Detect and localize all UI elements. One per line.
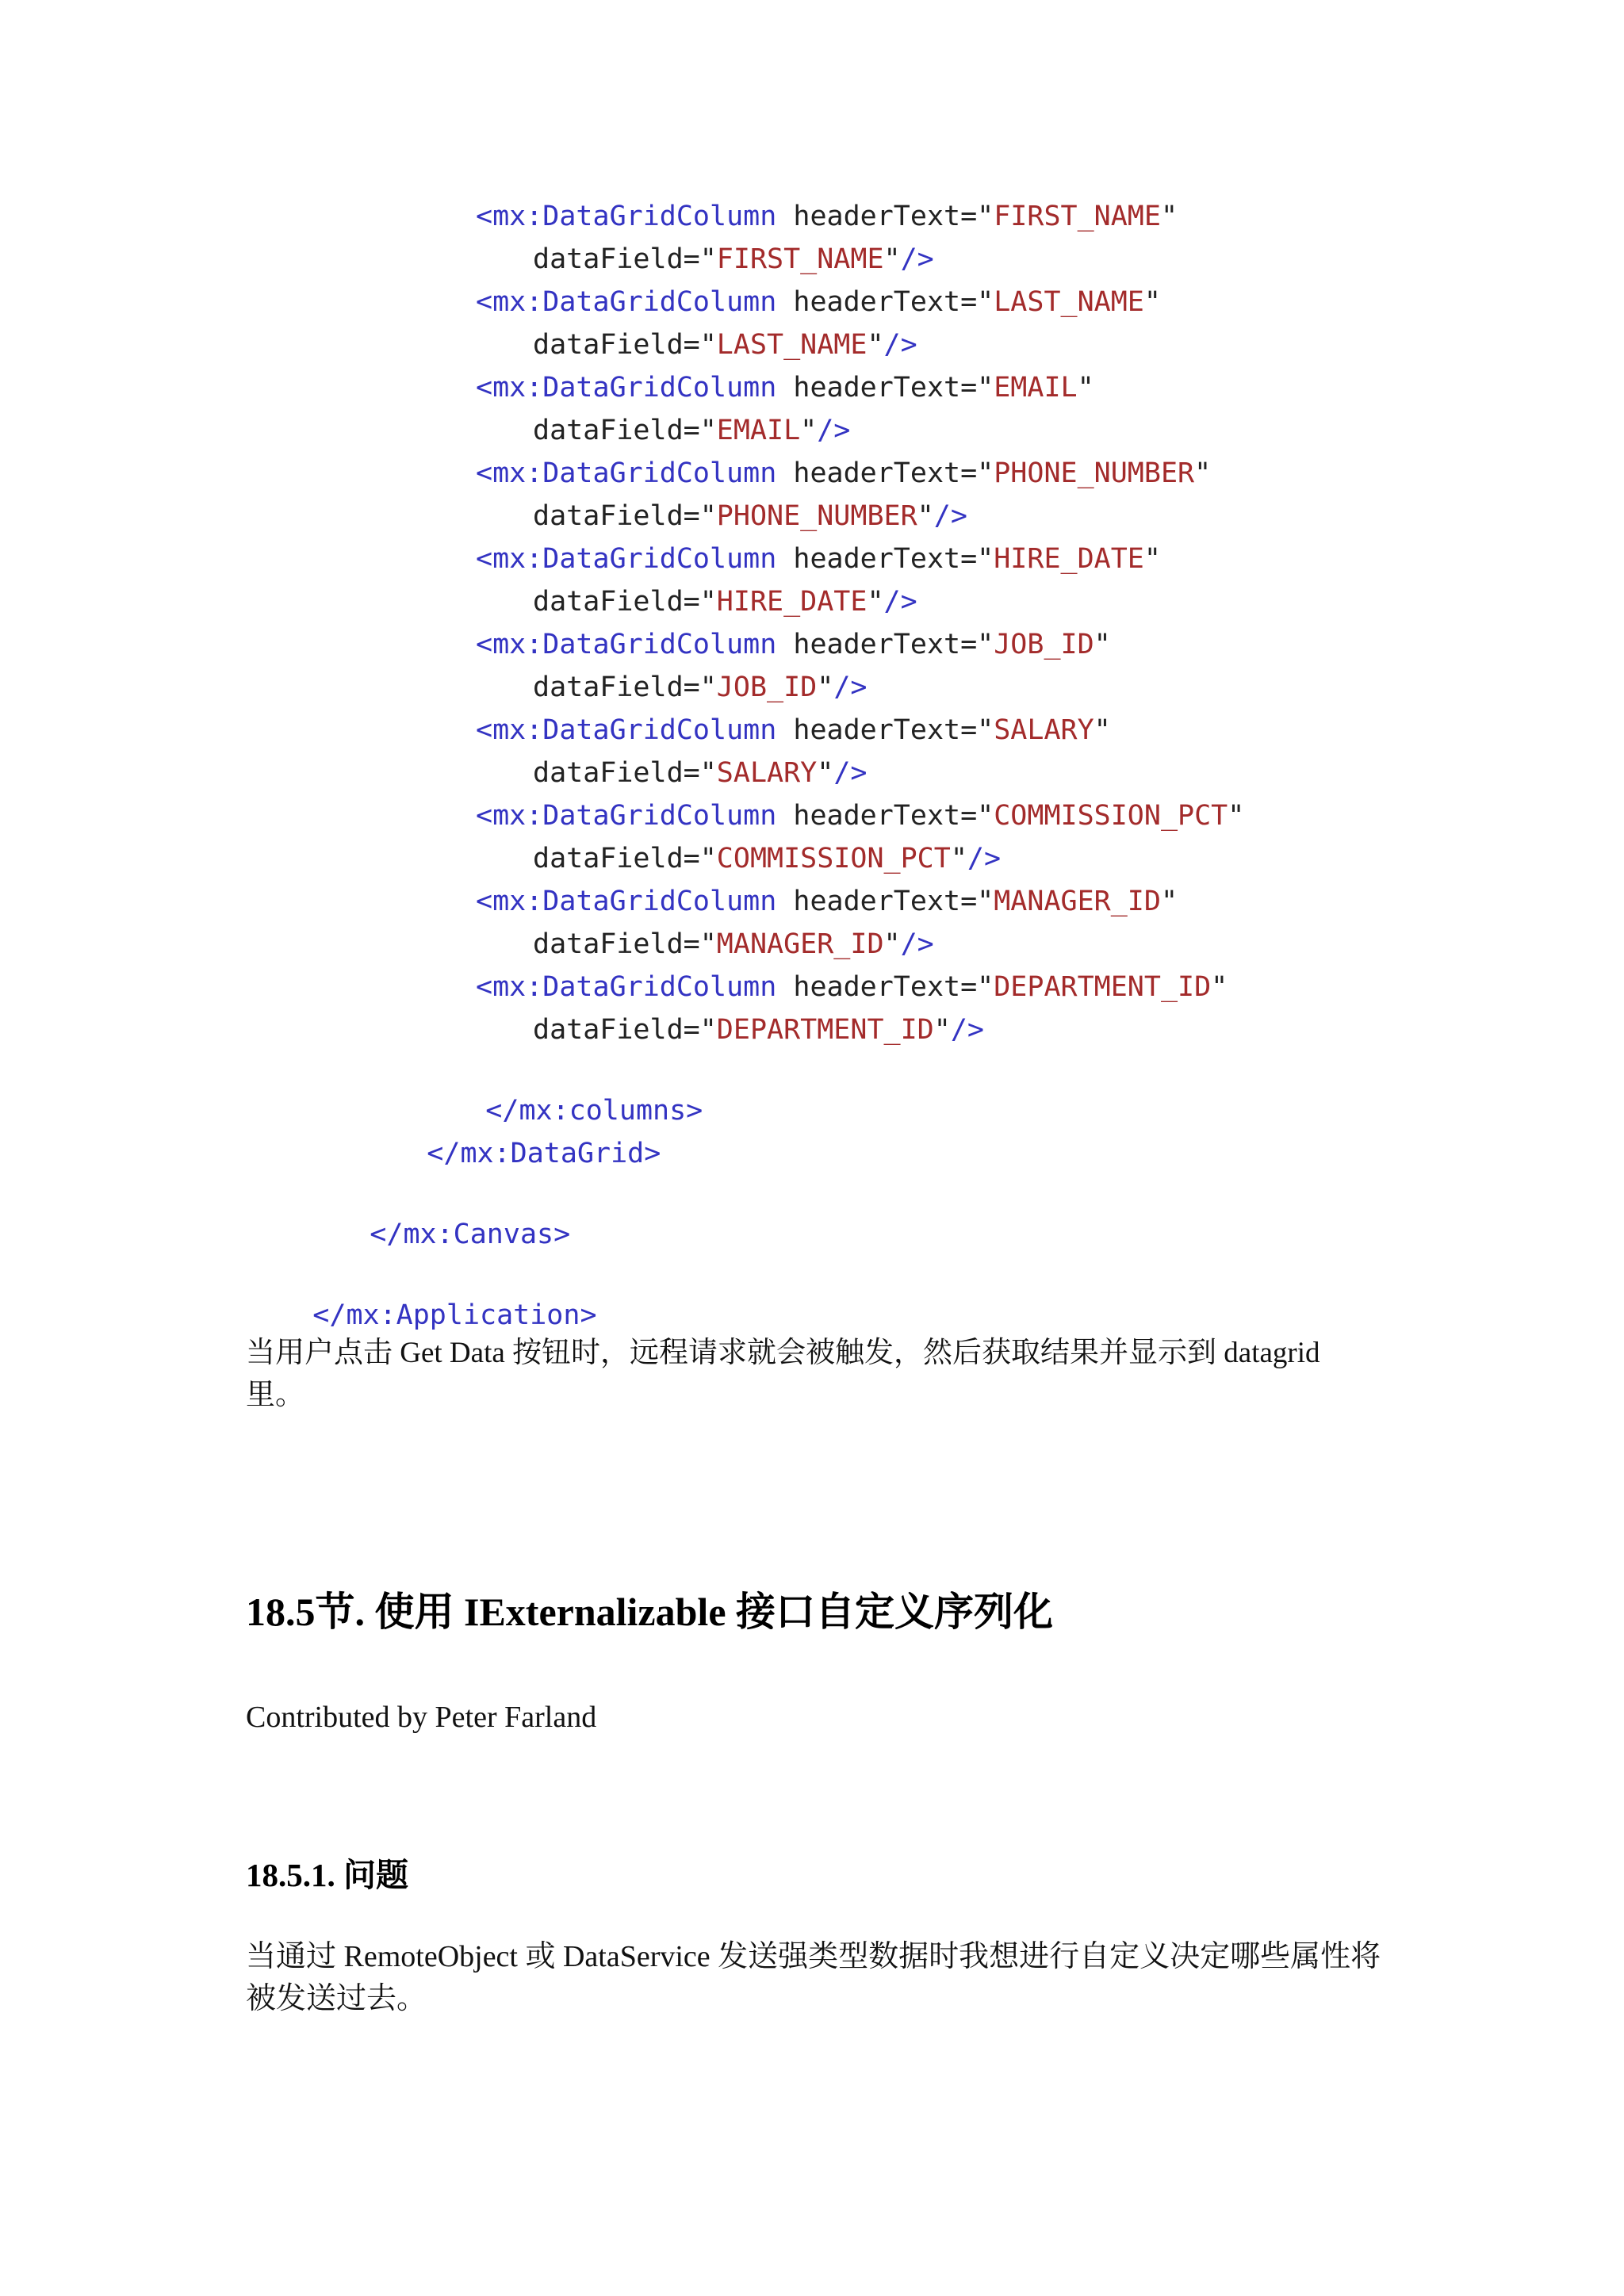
field-value: FIRST_NAME — [716, 243, 884, 275]
self-close-tag: /> — [950, 1014, 984, 1046]
quote: " — [883, 243, 901, 275]
section-title: 18.5节. 使用 IExternalizable 接口自定义序列化 — [246, 1590, 1054, 1634]
close-canvas-tag: </mx:Canvas> — [370, 1219, 571, 1250]
quote: " — [1143, 286, 1161, 318]
self-close-tag: /> — [883, 329, 917, 361]
close-datagrid-line — [360, 1089, 661, 1169]
self-close-tag: /> — [967, 843, 1002, 874]
paragraph-result: 当用户点击 Get Data 按钮时，远程请求就会被触发，然后获取结果并显示到 datagrid 里。 — [246, 1337, 1320, 1411]
column-field-line — [533, 666, 867, 709]
column-tag: <mx:DataGridColumn — [476, 372, 777, 404]
field-attr: dataField=" — [533, 672, 717, 703]
column-def-line — [476, 452, 1211, 495]
header-attr: headerText=" — [776, 629, 994, 660]
header-attr: headerText=" — [776, 286, 994, 318]
header-attr: headerText=" — [776, 372, 994, 404]
quote: " — [1094, 629, 1111, 660]
header-attr: headerText=" — [776, 714, 994, 746]
close-datagrid-tag: </mx:DataGrid> — [427, 1138, 661, 1169]
header-attr: headerText=" — [776, 543, 994, 575]
column-def-line — [476, 281, 1161, 323]
header-value: FIRST_NAME — [994, 201, 1161, 232]
quote: " — [883, 928, 901, 960]
field-attr: dataField=" — [533, 243, 717, 275]
quote: " — [867, 586, 884, 618]
quote: " — [817, 757, 834, 789]
header-attr: headerText=" — [776, 886, 994, 917]
field-value: JOB_ID — [716, 672, 818, 703]
contributed-by: Contributed by Peter Farland — [246, 1701, 597, 1734]
column-def-line — [476, 538, 1161, 580]
self-close-tag: /> — [933, 500, 967, 532]
field-value: HIRE_DATE — [716, 586, 868, 618]
field-attr: dataField=" — [533, 329, 717, 361]
self-close-tag: /> — [900, 928, 934, 960]
close-application-line — [246, 1251, 597, 1331]
header-attr: headerText=" — [776, 971, 994, 1003]
quote: " — [1194, 457, 1212, 489]
quote: " — [917, 500, 934, 532]
quote: " — [1228, 800, 1245, 832]
column-def-line — [476, 195, 1178, 238]
header-value: COMMISSION_PCT — [994, 800, 1228, 832]
quote: " — [800, 415, 818, 446]
header-value: MANAGER_ID — [994, 886, 1161, 917]
header-value: LAST_NAME — [994, 286, 1144, 318]
column-def-line — [476, 709, 1111, 752]
field-value: SALARY — [716, 757, 818, 789]
column-field-line — [533, 752, 867, 794]
column-field-line — [533, 323, 917, 366]
quote: " — [1211, 971, 1228, 1003]
column-def-line — [476, 966, 1228, 1008]
column-field-line — [533, 495, 967, 538]
subsection-title: 18.5.1. 问题 — [246, 1857, 408, 1893]
column-tag: <mx:DataGridColumn — [476, 800, 777, 832]
quote: " — [950, 843, 967, 874]
header-attr: headerText=" — [776, 800, 994, 832]
header-attr: headerText=" — [776, 457, 994, 489]
column-field-line — [533, 238, 934, 281]
column-field-line — [533, 580, 917, 623]
field-value: DEPARTMENT_ID — [716, 1014, 934, 1046]
field-value: MANAGER_ID — [716, 928, 884, 960]
header-value: EMAIL — [994, 372, 1078, 404]
self-close-tag: /> — [833, 757, 868, 789]
close-application-tag: </mx:Application> — [312, 1299, 597, 1331]
column-def-line — [476, 366, 1094, 409]
header-value: SALARY — [994, 714, 1094, 746]
column-field-line — [533, 837, 1001, 880]
column-def-line — [476, 794, 1244, 837]
column-field-line — [533, 409, 850, 452]
close-columns-tag: </mx:columns> — [485, 1095, 703, 1127]
paragraph-problem: 当通过 RemoteObject 或 DataService 发送强类型数据时我想进行自定义决定哪些属性将被发送过去。 — [246, 1940, 1381, 2015]
column-tag: <mx:DataGridColumn — [476, 971, 777, 1003]
quote: " — [1077, 372, 1094, 404]
column-tag: <mx:DataGridColumn — [476, 201, 777, 232]
header-value: JOB_ID — [994, 629, 1094, 660]
quote: " — [1094, 714, 1111, 746]
header-attr: headerText=" — [776, 201, 994, 232]
column-def-line — [476, 880, 1178, 923]
quote: " — [933, 1014, 951, 1046]
field-attr: dataField=" — [533, 1014, 717, 1046]
column-tag: <mx:DataGridColumn — [476, 886, 777, 917]
quote: " — [1143, 543, 1161, 575]
field-attr: dataField=" — [533, 415, 717, 446]
column-field-line — [533, 1008, 984, 1051]
self-close-tag: /> — [900, 243, 934, 275]
field-attr: dataField=" — [533, 500, 717, 532]
header-value: PHONE_NUMBER — [994, 457, 1195, 489]
field-value: PHONE_NUMBER — [716, 500, 917, 532]
column-def-line — [476, 623, 1111, 666]
field-value: LAST_NAME — [716, 329, 868, 361]
close-canvas-line — [303, 1170, 571, 1250]
quote: " — [867, 329, 884, 361]
field-attr: dataField=" — [533, 928, 717, 960]
field-attr: dataField=" — [533, 843, 717, 874]
field-attr: dataField=" — [533, 586, 717, 618]
header-value: HIRE_DATE — [994, 543, 1144, 575]
self-close-tag: /> — [833, 672, 868, 703]
column-tag: <mx:DataGridColumn — [476, 286, 777, 318]
close-columns-line — [419, 1047, 703, 1127]
self-close-tag: /> — [817, 415, 851, 446]
field-value: COMMISSION_PCT — [716, 843, 951, 874]
quote: " — [817, 672, 834, 703]
quote: " — [1160, 886, 1178, 917]
column-tag: <mx:DataGridColumn — [476, 457, 777, 489]
column-tag: <mx:DataGridColumn — [476, 629, 777, 660]
column-tag: <mx:DataGridColumn — [476, 543, 777, 575]
quote: " — [1160, 201, 1178, 232]
column-field-line — [533, 923, 934, 966]
self-close-tag: /> — [883, 586, 917, 618]
header-value: DEPARTMENT_ID — [994, 971, 1212, 1003]
field-value: EMAIL — [716, 415, 801, 446]
field-attr: dataField=" — [533, 757, 717, 789]
column-tag: <mx:DataGridColumn — [476, 714, 777, 746]
